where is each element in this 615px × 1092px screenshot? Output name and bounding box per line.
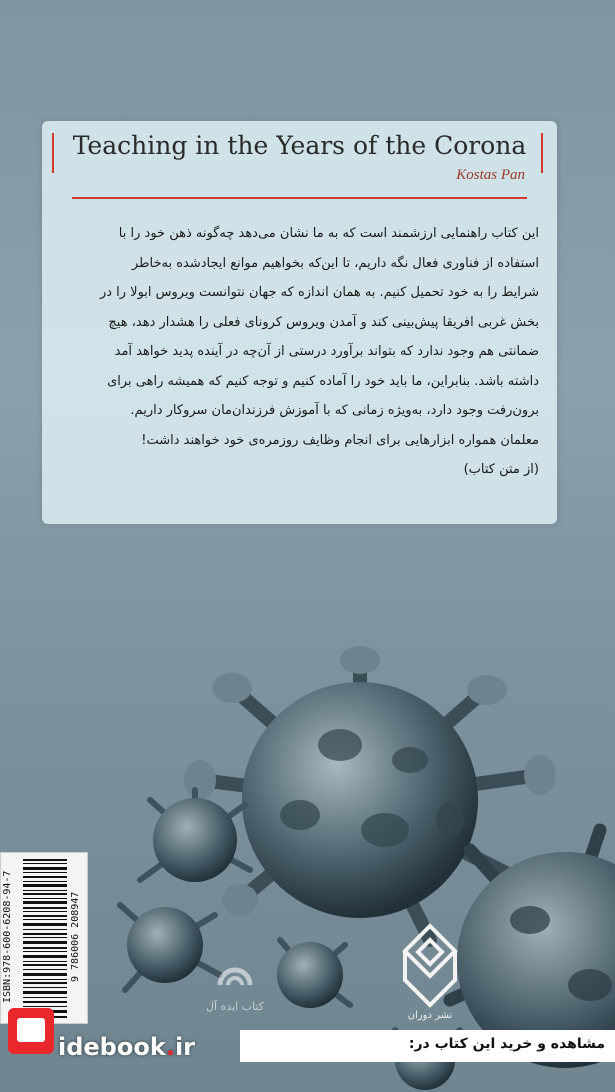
description-line: ضمانتی هم وجود ندارد که بتواند برآورد درستی از آن‌چه در آینده پدید خواهد آمد xyxy=(114,344,539,359)
site-name[interactable] xyxy=(58,1033,195,1061)
barcode-digits: 9 786006 208947 xyxy=(70,891,81,983)
book-description xyxy=(60,219,539,485)
red-accent-mark xyxy=(541,133,543,173)
book-title: Teaching in the Years of the Corona xyxy=(72,131,527,160)
ketab-watermark-text: کتاب ایده آل xyxy=(206,1000,264,1013)
publisher-name: نشر دوران xyxy=(407,1010,453,1021)
site-name-tld: ir xyxy=(174,1033,195,1061)
red-accent-mark xyxy=(52,133,54,173)
title-divider xyxy=(72,197,527,199)
site-name-prefix: idebook xyxy=(58,1033,166,1061)
promo-text: مشاهده و خرید این کتاب در: xyxy=(408,1036,605,1052)
description-line: بخش غربی افریقا پیش‌بینی کند و آمدن ویروس کرونای فعلی را هشدار دهد، هیچ xyxy=(108,314,539,330)
description-panel xyxy=(42,121,557,524)
description-line: برون‌رفت وجود دارد، به‌ویژه زمانی که با آموزش فرزندان‌مان سروکار داریم. xyxy=(130,403,539,418)
description-line: داشته باشد. بنابراین، ما باید خود را آماده کنیم و توجه کنیم که همیشه راهی برای xyxy=(107,373,539,389)
description-line: معلمان همواره ابزارهایی برای انجام وظایف روزمره‌ی خود خواهند داشت! xyxy=(141,432,539,448)
isbn-number: ISBN:978-600-6208-94-7 xyxy=(2,870,13,1004)
idebook-logo-badge xyxy=(8,1008,54,1054)
book-icon xyxy=(17,1018,45,1042)
description-source: (از متن کتاب) xyxy=(463,462,539,477)
publisher-logo-icon xyxy=(395,918,465,1018)
description-line: استفاده از فناوری فعال نگه داریم، تا این‌که بخواهیم موانع ایجادشده به‌خاطر xyxy=(131,255,539,271)
smile-icon xyxy=(16,1040,30,1054)
small-virus-icon xyxy=(277,940,350,1008)
description-line: شرایط را به خود تحمیل کنیم. به همان اندازه که جهان نتوانست ویروس ابولا را در xyxy=(99,285,539,300)
small-virus-icon xyxy=(140,790,250,882)
site-name-dot: . xyxy=(165,1033,175,1061)
book-author: Kostas Pan xyxy=(456,167,525,183)
description-line: این کتاب راهنمایی ارزشمند است که به ما نشان می‌دهد چه‌گونه ذهن خود را با xyxy=(118,226,539,241)
